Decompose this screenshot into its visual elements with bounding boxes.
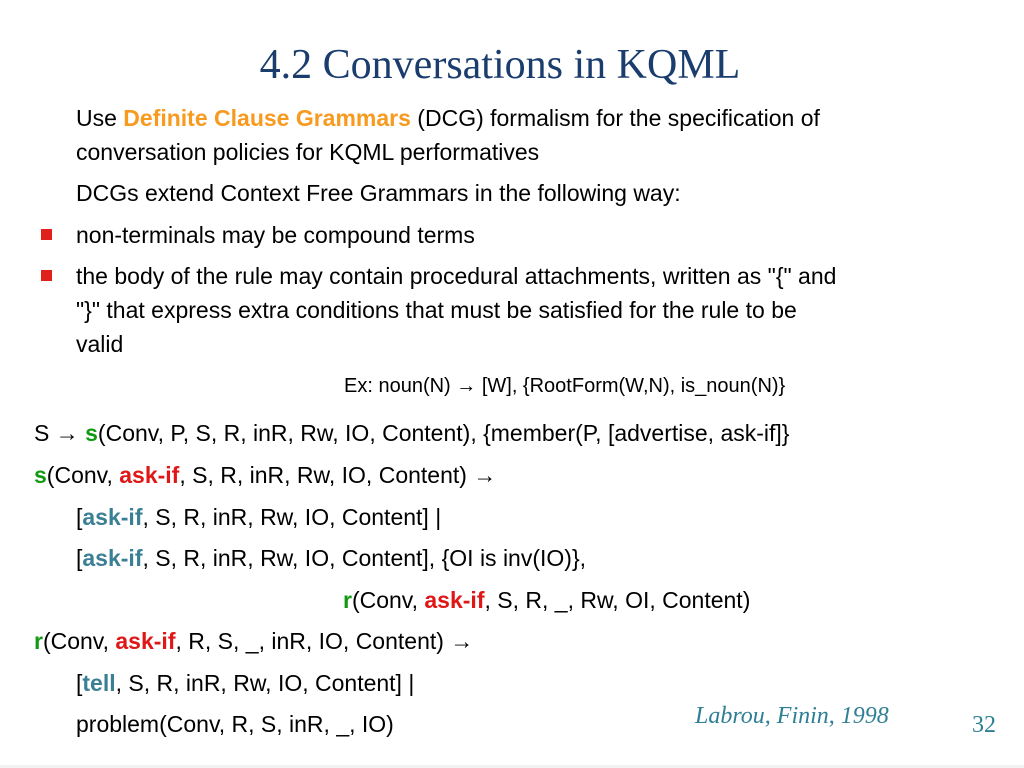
grammar-line-4 [76,541,586,575]
func-s: s [34,462,47,488]
grammar-text: , S, R, inR, Rw, IO, Content] | [115,670,415,696]
grammar-line-1 [34,416,789,450]
bullet-square-icon [41,270,52,281]
keyword-ask-if: ask-if [119,462,180,488]
bullet-item-2-line-1: the body of the rule may contain procedural attachments, written as "{" and [76,263,837,289]
citation: Labrou, Finin, 1998 [695,703,889,729]
keyword-tell: tell [82,670,116,696]
arrow-icon: → [473,462,497,488]
example-rule: Ex: noun(N) → [W], {RootForm(W,N), is_noun(N)} [344,375,786,397]
dcg-term: Definite Clause Grammars [123,105,411,131]
bullet-item-2-line-2: "}" that express extra conditions that must be satisfied for the rule to be [76,297,797,323]
grammar-line-5 [343,583,750,617]
intro-line-1 [76,101,820,135]
slide-title: 4.2 Conversations in KQML [259,42,741,88]
keyword-ask-if: ask-if [424,587,485,613]
arrow-icon: → [450,628,474,654]
grammar-text: (Conv, [42,628,116,654]
bullet-item-2-line-3: valid [76,331,124,357]
grammar-text: [ [76,504,83,530]
bullet-square-icon [41,229,52,240]
start-symbol: S [34,420,56,446]
grammar-line-1-rest: (Conv, P, S, R, inR, Rw, IO, Content), {member(P, [advertise, ask-if]} [97,420,790,446]
keyword-ask-if: ask-if [82,504,143,530]
grammar-text: , S, R, inR, Rw, IO, Content) [179,462,474,488]
arrow-icon: → [55,420,79,446]
grammar-text: (Conv, [46,462,120,488]
grammar-text: (Conv, [351,587,425,613]
intro-use-word: Use [76,105,124,131]
grammar-text: [ [76,545,83,571]
grammar-line-3 [76,500,441,534]
grammar-line-7 [76,666,414,700]
func-s: s [85,420,98,446]
page-number: 32 [972,712,996,738]
intro-line-1-rest: (DCG) formalism for the specification of [410,105,820,131]
intro-line-2: conversation policies for KQML performatives [76,139,540,165]
grammar-line-8: problem(Conv, R, S, inR, _, IO) [76,711,394,737]
func-r: r [343,587,352,613]
func-r: r [34,628,43,654]
grammar-text: , S, R, inR, Rw, IO, Content] | [142,504,442,530]
grammar-text: , S, R, inR, Rw, IO, Content], {OI is inv(IO)}, [142,545,587,571]
grammar-text: , S, R, _, Rw, OI, Content) [484,587,751,613]
keyword-ask-if: ask-if [115,628,176,654]
grammar-line-6 [34,624,473,658]
grammar-text: , R, S, _, inR, IO, Content) [175,628,451,654]
intro-line-3: DCGs extend Context Free Grammars in the following way: [76,180,681,206]
grammar-line-2 [34,458,496,492]
bullet-item-1: non-terminals may be compound terms [76,222,475,248]
keyword-ask-if: ask-if [82,545,143,571]
grammar-text: [ [76,670,83,696]
